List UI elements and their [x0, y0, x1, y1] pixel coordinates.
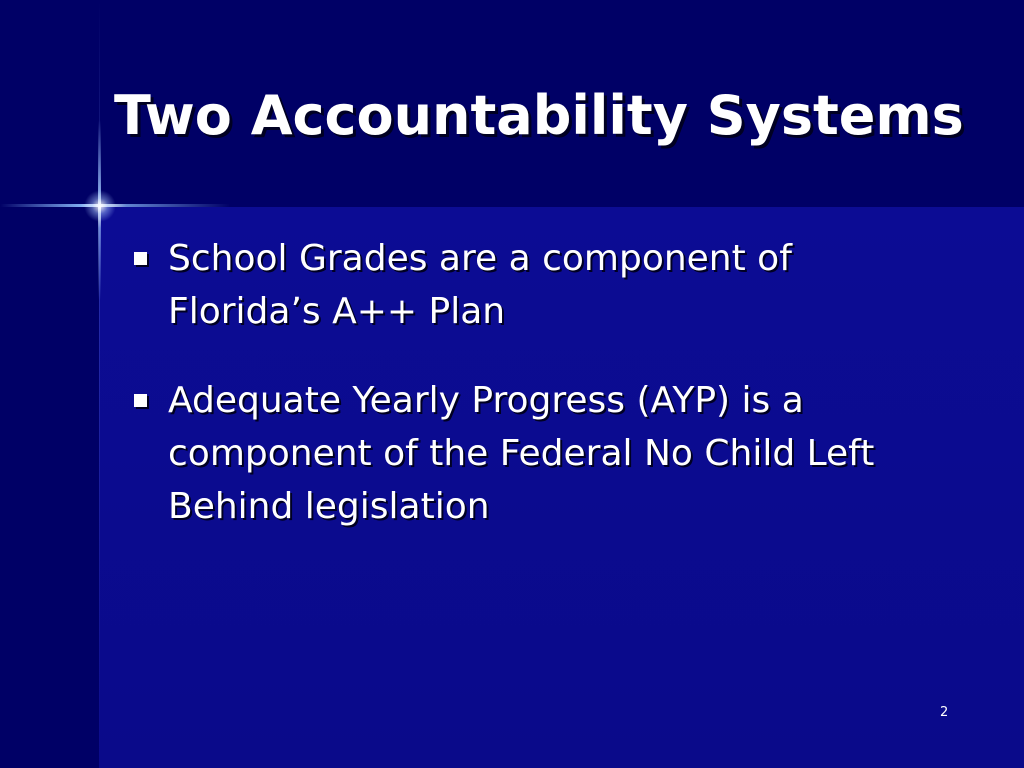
square-bullet-icon [134, 252, 147, 265]
bullet-text: School Grades are a component of Florida’s A++ Plan [168, 238, 792, 332]
bullet-item [132, 374, 912, 533]
bullet-item [132, 232, 912, 338]
light-flare-center [84, 190, 116, 222]
left-band [0, 207, 99, 768]
page-number: 2 [940, 705, 949, 720]
bullet-list [132, 232, 912, 569]
bullet-text: Adequate Yearly Progress (AYP) is a component of the Federal No Child Left Behind legislation [168, 380, 875, 527]
square-bullet-icon [134, 394, 147, 407]
vertical-rule [99, 0, 100, 768]
slide-title: Two Accountability Systems [114, 84, 964, 147]
